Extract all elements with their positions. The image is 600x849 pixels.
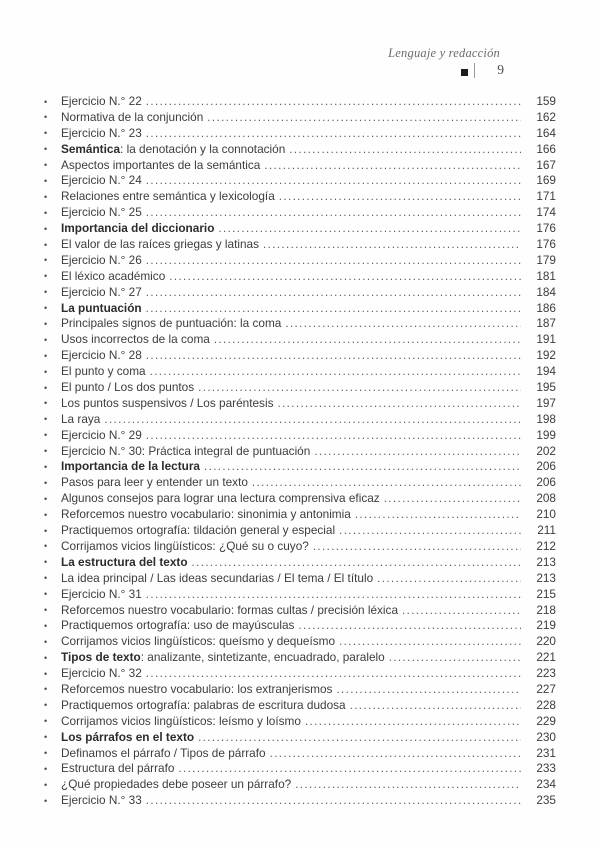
toc-entry-label-bold: Los párrafos en el texto (61, 729, 195, 744)
toc-entry-page: 197 (536, 395, 556, 410)
toc-entry-row (44, 253, 556, 269)
table-of-contents (44, 94, 556, 809)
toc-entry-label-normal: Ejercicio N.° 26 (61, 252, 142, 267)
toc-entry-label (61, 221, 214, 237)
toc-entry-page: 187 (536, 316, 556, 331)
toc-entry-page: 234 (536, 777, 556, 792)
toc-entry-row (44, 539, 556, 555)
toc-entry-label-normal: Practiquemos ortografía: tildación general y especial (61, 523, 336, 538)
toc-entry-label-normal: Ejercicio N.° 29 (61, 427, 142, 442)
toc-entry-row (44, 730, 556, 746)
dot-leader (314, 445, 521, 458)
toc-entry-page: 233 (536, 761, 556, 776)
toc-entry-page: 166 (536, 141, 556, 156)
dot-leader (402, 604, 521, 617)
toc-entry-page: 218 (536, 602, 556, 617)
bullet-icon: • (44, 255, 48, 266)
toc-entry-label-normal: Definamos el párrafo / Tipos de párrafo (61, 745, 266, 760)
toc-entry-label-normal: Ejercicio N.° 24 (61, 173, 142, 188)
toc-entry-label-normal: El punto / Los dos puntos (61, 380, 195, 395)
toc-entry-label-normal: Ejercicio N.° 32 (61, 666, 142, 681)
bullet-icon: • (44, 493, 48, 504)
bullet-icon: • (44, 207, 48, 218)
toc-entry-label (61, 126, 142, 142)
toc-entry-label-normal: El léxico académico (61, 268, 166, 283)
toc-entry-page: 219 (536, 618, 556, 633)
bullet-icon: • (44, 716, 48, 727)
dot-leader (339, 524, 521, 537)
toc-entry-label-normal: El punto y coma (61, 364, 146, 379)
toc-entry-label (61, 714, 301, 730)
toc-entry-row (44, 793, 556, 809)
toc-entry-label (61, 491, 380, 507)
toc-entry-page: 164 (536, 125, 556, 140)
toc-entry-label (61, 173, 142, 189)
toc-entry-label (61, 189, 275, 205)
toc-entry-label-bold: Importancia del diccionario (61, 221, 215, 236)
toc-entry-label-normal: Normativa de la conjunción (61, 109, 204, 124)
bullet-icon: • (44, 271, 48, 282)
toc-entry-label (61, 539, 309, 555)
dot-leader (218, 222, 521, 235)
toc-entry-page: 179 (536, 252, 556, 267)
toc-entry-label (61, 682, 332, 698)
page-number: 9 (497, 62, 504, 77)
bullet-icon: • (44, 795, 48, 806)
toc-entry-label-normal: ¿Qué propiedades debe poseer un párrafo? (61, 777, 292, 792)
toc-entry-row (44, 380, 556, 396)
dot-leader (305, 715, 521, 728)
bullet-icon: • (44, 636, 48, 647)
bullet-icon: • (44, 366, 48, 377)
header-divider (474, 63, 475, 78)
bullet-icon: • (44, 589, 48, 600)
toc-entry-page: 221 (536, 650, 556, 665)
toc-entry-page: 198 (536, 411, 556, 426)
toc-entry-page: 184 (536, 284, 556, 299)
toc-entry-label-normal: Reforcemos nuestro vocabulario: sinonimia y antonimia (61, 507, 351, 522)
toc-entry-row (44, 777, 556, 793)
toc-entry-label (61, 587, 142, 603)
toc-entry-row (44, 571, 556, 587)
dot-leader (198, 381, 521, 394)
toc-entry-row (44, 269, 556, 285)
toc-entry-row (44, 698, 556, 714)
dot-leader (146, 206, 521, 219)
toc-entry-row (44, 618, 556, 634)
dot-leader (313, 540, 521, 553)
toc-entry-row (44, 761, 556, 777)
bullet-icon: • (44, 414, 48, 425)
dot-leader (285, 317, 521, 330)
bullet-icon: • (44, 748, 48, 759)
toc-entry-page: 206 (536, 475, 556, 490)
dot-leader (150, 365, 521, 378)
toc-entry-row (44, 189, 556, 205)
toc-entry-label-normal: La idea principal / Las ideas secundarias / El tema / El título (61, 570, 374, 585)
dot-leader (146, 286, 521, 299)
toc-entry-label-normal: Estructura del párrafo (61, 761, 175, 776)
toc-entry-label (61, 301, 142, 317)
toc-entry-label-normal: Usos incorrectos de la coma (61, 332, 210, 347)
toc-entry-label (61, 634, 335, 650)
dot-leader (214, 333, 521, 346)
toc-entry-label-normal: Los puntos suspensivos / Los paréntesis (61, 395, 274, 410)
toc-entry-page: 213 (536, 554, 556, 569)
toc-entry-label-normal: Ejercicio N.° 27 (61, 284, 142, 299)
toc-entry-label-normal: El valor de las raíces griegas y latinas (61, 237, 260, 252)
dot-leader (298, 619, 521, 632)
toc-entry-label-bold: La puntuación (61, 300, 142, 315)
bullet-icon: • (44, 318, 48, 329)
toc-entry-label (61, 650, 385, 666)
toc-entry-page: 192 (536, 348, 556, 363)
toc-entry-page: 191 (536, 332, 556, 347)
toc-entry-label (61, 730, 194, 746)
toc-entry-label (61, 396, 273, 412)
toc-entry-label (61, 142, 285, 158)
dot-leader (146, 174, 521, 187)
toc-entry-page: 229 (536, 713, 556, 728)
bullet-icon: • (44, 700, 48, 711)
toc-entry-row (44, 650, 556, 666)
toc-entry-label (61, 507, 351, 523)
toc-entry-row (44, 396, 556, 412)
toc-entry-label (61, 746, 266, 762)
dot-leader (198, 731, 521, 744)
toc-entry-label-normal: Practiquemos ortografía: palabras de escritura dudosa (61, 697, 346, 712)
toc-entry-row (44, 285, 556, 301)
dot-leader (178, 762, 521, 775)
dot-leader (146, 302, 521, 315)
toc-entry-label (61, 380, 194, 396)
toc-entry-page: 199 (536, 427, 556, 442)
bullet-icon: • (44, 350, 48, 361)
dot-leader (207, 111, 521, 124)
toc-entry-label (61, 253, 142, 269)
toc-entry-label-bold: Importancia de la lectura (61, 459, 200, 474)
dot-leader (169, 270, 521, 283)
toc-entry-page: 167 (536, 157, 556, 172)
bullet-icon: • (44, 573, 48, 584)
toc-entry-label (61, 555, 188, 571)
toc-entry-page: 235 (536, 793, 556, 808)
toc-entry-label (61, 666, 142, 682)
toc-entry-label (61, 285, 142, 301)
toc-entry-label-normal: : la denotación y la connotación (120, 141, 286, 156)
toc-entry-label-normal: Reforcemos nuestro vocabulario: formas cultas / precisión léxica (61, 602, 399, 617)
toc-entry-label (61, 777, 291, 793)
toc-entry-label-normal: Reforcemos nuestro vocabulario: los extranjerismos (61, 681, 333, 696)
bullet-icon: • (44, 334, 48, 345)
toc-entry-label-normal: Corrijamos vicios lingüísticos: queísmo y dequeísmo (61, 634, 336, 649)
bullet-icon: • (44, 477, 48, 488)
dot-leader (336, 683, 521, 696)
toc-entry-label-normal: : analizante, sintetizante, encuadrado, paralelo (140, 650, 385, 665)
toc-entry-page: 176 (536, 237, 556, 252)
toc-entry-label (61, 603, 398, 619)
toc-entry-page: 228 (536, 697, 556, 712)
toc-entry-label-normal: Principales signos de puntuación: la coma (61, 316, 282, 331)
dot-leader (204, 460, 521, 473)
dot-leader (389, 651, 521, 664)
toc-entry-row (44, 428, 556, 444)
toc-entry-label (61, 428, 142, 444)
toc-entry-page: 162 (536, 109, 556, 124)
toc-entry-row (44, 110, 556, 126)
toc-entry-row (44, 142, 556, 158)
bullet-icon: • (44, 287, 48, 298)
toc-entry-label-normal: Algunos consejos para lograr una lectura comprensiva eficaz (61, 491, 380, 506)
toc-entry-label (61, 618, 294, 634)
toc-entry-label (61, 523, 335, 539)
bullet-icon: • (44, 303, 48, 314)
dot-leader (146, 254, 521, 267)
bullet-icon: • (44, 382, 48, 393)
toc-entry-label (61, 459, 200, 475)
toc-entry-page: 202 (536, 443, 556, 458)
toc-entry-row (44, 444, 556, 460)
toc-entry-row (44, 507, 556, 523)
toc-entry-label-normal: Aspectos importantes de la semántica (61, 157, 261, 172)
toc-entry-label-normal: Corrijamos vicios lingüísticos: leísmo y loísmo (61, 713, 301, 728)
toc-entry-label-normal: Ejercicio N.° 25 (61, 205, 142, 220)
toc-entry-label (61, 761, 174, 777)
toc-entry-page: 176 (536, 221, 556, 236)
toc-entry-row (44, 94, 556, 110)
dot-leader (146, 667, 521, 680)
toc-entry-label-normal: Practiquemos ortografía: uso de mayúsculas (61, 618, 295, 633)
toc-entry-page: 206 (536, 459, 556, 474)
dot-leader (289, 143, 521, 156)
dot-leader (295, 778, 521, 791)
square-bullet-icon (461, 69, 468, 76)
toc-entry-label-bold: Tipos de texto (61, 650, 141, 665)
toc-entry-label (61, 444, 310, 460)
toc-entry-label (61, 475, 248, 491)
toc-entry-label (61, 237, 259, 253)
bullet-icon: • (44, 525, 48, 536)
toc-entry-label (61, 269, 165, 285)
dot-leader (377, 572, 521, 585)
toc-entry-page: 171 (536, 189, 556, 204)
toc-entry-row (44, 205, 556, 221)
bullet-icon: • (44, 763, 48, 774)
toc-entry-page: 181 (536, 268, 556, 283)
page-header (44, 46, 556, 78)
bullet-icon: • (44, 605, 48, 615)
bullet-icon: • (44, 112, 48, 123)
toc-entry-row (44, 158, 556, 174)
toc-entry-page: 220 (536, 634, 556, 649)
toc-entry-row (44, 364, 556, 380)
toc-entry-row (44, 332, 556, 348)
toc-entry-row (44, 523, 556, 539)
bullet-icon: • (44, 779, 48, 790)
toc-entry-label-normal: Corrijamos vicios lingüísticos: ¿Qué su o cuyo? (61, 538, 309, 553)
toc-entry-page: 230 (536, 729, 556, 744)
bullet-icon: • (44, 557, 48, 568)
toc-entry-label-normal: Relaciones entre semántica y lexicología (61, 189, 275, 204)
dot-leader (146, 794, 521, 807)
bullet-icon: • (44, 509, 48, 520)
toc-entry-label (61, 412, 100, 428)
toc-entry-row (44, 746, 556, 762)
dot-leader (384, 492, 521, 505)
toc-entry-row (44, 714, 556, 730)
toc-entry-row (44, 634, 556, 650)
page-number-group (461, 62, 504, 78)
toc-entry-label (61, 348, 142, 364)
toc-entry-row (44, 475, 556, 491)
toc-entry-label-normal: Ejercicio N.° 30: Práctica integral de puntuación (61, 443, 311, 458)
toc-entry-label-normal: Ejercicio N.° 22 (61, 94, 142, 108)
bullet-icon: • (44, 223, 48, 234)
toc-entry-label (61, 205, 142, 221)
toc-entry-row (44, 301, 556, 317)
toc-entry-page: 211 (537, 523, 556, 538)
toc-entry-page: 231 (536, 745, 556, 760)
toc-entry-page: 210 (536, 507, 556, 522)
bullet-icon: • (44, 175, 48, 186)
toc-entry-row (44, 348, 556, 364)
dot-leader (339, 635, 521, 648)
toc-entry-page: 213 (536, 570, 556, 585)
dot-leader (146, 429, 521, 442)
dot-leader (146, 127, 521, 140)
toc-entry-page: 169 (536, 173, 556, 188)
toc-entry-label (61, 793, 142, 809)
dot-leader (350, 699, 521, 712)
toc-entry-label (61, 94, 142, 110)
dot-leader (146, 349, 521, 362)
toc-entry-row (44, 459, 556, 475)
dot-leader (192, 556, 521, 569)
toc-entry-label (61, 158, 260, 174)
toc-entry-page: 223 (536, 666, 556, 681)
bullet-icon: • (44, 620, 48, 631)
bullet-icon: • (44, 684, 48, 695)
toc-entry-row (44, 555, 556, 571)
dot-leader (355, 508, 521, 521)
bullet-icon: • (44, 668, 48, 679)
toc-entry-row (44, 221, 556, 237)
toc-entry-label (61, 332, 210, 348)
bullet-icon: • (44, 144, 48, 155)
toc-entry-row (44, 587, 556, 603)
toc-entry-label (61, 698, 346, 714)
dot-leader (252, 476, 521, 489)
toc-entry-row (44, 412, 556, 428)
toc-entry-row (44, 603, 556, 619)
toc-entry-row (44, 126, 556, 142)
toc-entry-page: 195 (536, 380, 556, 395)
toc-entry-label-bold: La estructura del texto (61, 554, 188, 569)
toc-entry-row (44, 173, 556, 189)
toc-entry-label-normal: Ejercicio N.° 33 (61, 793, 142, 808)
bullet-icon: • (44, 652, 48, 663)
bullet-icon: • (44, 461, 48, 472)
dot-leader (277, 397, 521, 410)
toc-entry-page: 212 (536, 538, 556, 553)
dot-leader (104, 413, 521, 426)
bullet-icon: • (44, 732, 48, 743)
dot-leader (263, 238, 521, 251)
bullet-icon: • (44, 398, 48, 409)
toc-entry-row (44, 491, 556, 507)
toc-entry-label (61, 316, 281, 332)
bullet-icon: • (44, 541, 48, 552)
bullet-icon: • (44, 430, 48, 441)
bullet-icon: • (44, 191, 48, 202)
toc-entry-page: 208 (536, 491, 556, 506)
bullet-icon: • (44, 160, 48, 171)
toc-entry-row (44, 682, 556, 698)
toc-entry-page: 227 (536, 681, 556, 696)
toc-entry-page: 194 (536, 364, 556, 379)
dot-leader (146, 95, 521, 108)
toc-entry-label (61, 364, 146, 380)
dot-leader (270, 747, 521, 760)
bullet-icon: • (44, 446, 48, 457)
toc-entry-page: 159 (536, 94, 556, 108)
toc-entry-row (44, 237, 556, 253)
toc-entry-row (44, 316, 556, 332)
toc-entry-label-normal: Ejercicio N.° 31 (61, 586, 142, 601)
bullet-icon: • (44, 128, 48, 139)
toc-entry-label-normal: Ejercicio N.° 28 (61, 348, 142, 363)
toc-entry-label-normal: Ejercicio N.° 23 (61, 125, 142, 140)
toc-entry-label (61, 110, 203, 126)
toc-entry-row (44, 666, 556, 682)
bullet-icon: • (44, 239, 48, 250)
toc-entry-page: 186 (536, 300, 556, 315)
toc-entry-label-normal: La raya (61, 411, 101, 426)
dot-leader (264, 159, 521, 172)
bullet-icon: • (44, 96, 48, 107)
toc-entry-label (61, 571, 373, 587)
dot-leader (146, 588, 521, 601)
dot-leader (279, 190, 521, 203)
toc-entry-label-bold: Semántica (61, 141, 121, 156)
toc-entry-label-normal: Pasos para leer y entender un texto (61, 475, 248, 490)
running-title: Lenguaje y redacción (388, 46, 500, 60)
toc-entry-page: 174 (536, 205, 556, 220)
toc-entry-page: 215 (536, 586, 556, 601)
